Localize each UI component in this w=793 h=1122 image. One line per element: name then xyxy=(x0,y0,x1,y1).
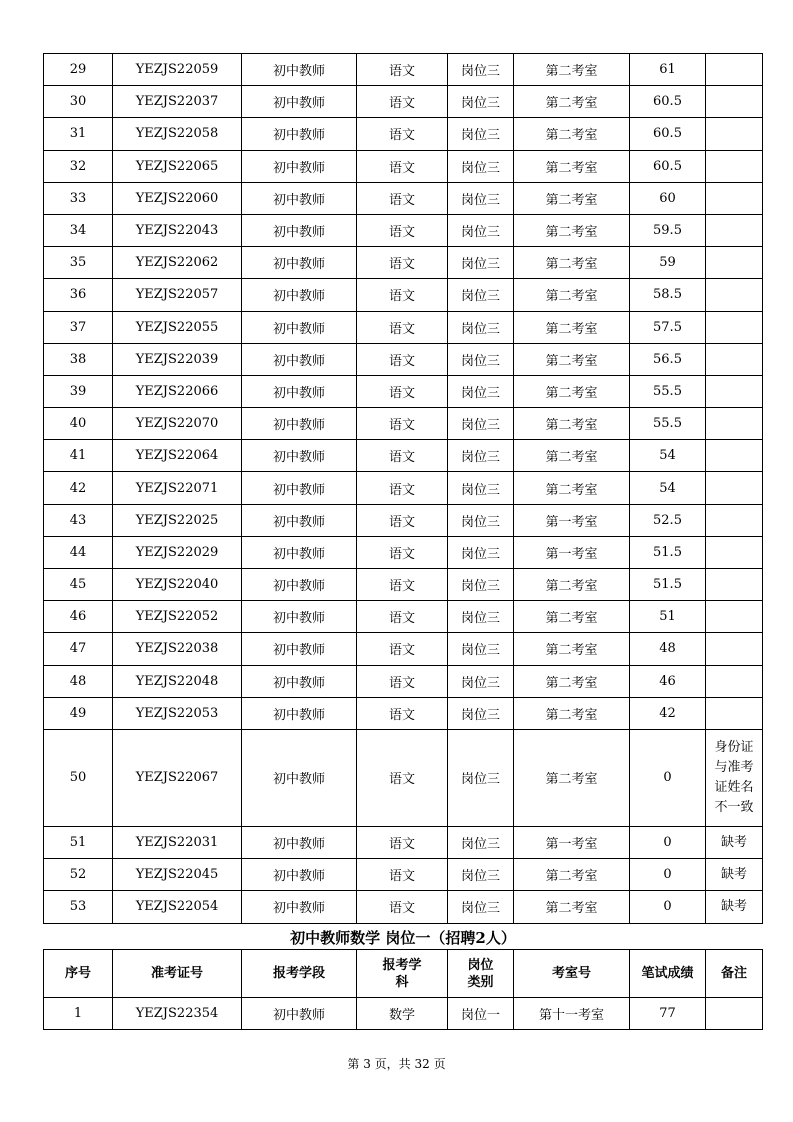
cell-subject: 语文 xyxy=(357,826,448,858)
header-post-label: 岗位类别 xyxy=(467,957,494,990)
cell-exam-id: YEZJS22066 xyxy=(113,375,242,407)
cell-exam-id: YEZJS22058 xyxy=(113,118,242,150)
cell-subject: 语文 xyxy=(357,472,448,504)
cell-exam-id: YEZJS22057 xyxy=(113,279,242,311)
cell-stage: 初中教师 xyxy=(242,86,357,118)
cell-stage: 初中教师 xyxy=(242,891,357,923)
cell-score: 0 xyxy=(630,859,706,891)
cell-post: 岗位三 xyxy=(448,440,514,472)
cell-exam-id: YEZJS22354 xyxy=(113,998,242,1030)
table-row xyxy=(44,601,763,633)
cell-subject: 语文 xyxy=(357,311,448,343)
cell-post: 岗位三 xyxy=(448,826,514,858)
cell-subject: 语文 xyxy=(357,859,448,891)
cell-score: 61 xyxy=(630,54,706,86)
cell-exam-id: YEZJS22062 xyxy=(113,247,242,279)
cell-score: 0 xyxy=(630,891,706,923)
page-footer: 第 3 页，共 32 页 xyxy=(347,1057,446,1071)
header-subject xyxy=(357,950,448,998)
cell-room: 第二考室 xyxy=(514,182,630,214)
cell-post: 岗位三 xyxy=(448,182,514,214)
cell-no: 1 xyxy=(44,998,113,1030)
cell-post: 岗位三 xyxy=(448,214,514,246)
cell-score: 51 xyxy=(630,601,706,633)
cell-room: 第二考室 xyxy=(514,86,630,118)
cell-post: 岗位三 xyxy=(448,633,514,665)
cell-subject: 语文 xyxy=(357,343,448,375)
cell-no: 36 xyxy=(44,279,113,311)
cell-room: 第二考室 xyxy=(514,633,630,665)
table-row xyxy=(44,504,763,536)
cell-post: 岗位三 xyxy=(448,891,514,923)
cell-stage: 初中教师 xyxy=(242,375,357,407)
cell-no: 52 xyxy=(44,859,113,891)
cell-no: 31 xyxy=(44,118,113,150)
cell-remark: 缺考 xyxy=(706,891,763,923)
cell-room: 第二考室 xyxy=(514,472,630,504)
cell-exam-id: YEZJS22029 xyxy=(113,536,242,568)
math-score-table xyxy=(43,949,763,1030)
cell-exam-id: YEZJS22071 xyxy=(113,472,242,504)
cell-post: 岗位三 xyxy=(448,279,514,311)
cell-stage: 初中教师 xyxy=(242,601,357,633)
table-header-row xyxy=(44,950,763,998)
cell-score: 54 xyxy=(630,440,706,472)
cell-score: 48 xyxy=(630,633,706,665)
cell-no: 38 xyxy=(44,343,113,375)
cell-no: 42 xyxy=(44,472,113,504)
cell-no: 34 xyxy=(44,214,113,246)
cell-exam-id: YEZJS22070 xyxy=(113,408,242,440)
section-title: 初中教师数学 岗位一（招聘2人） xyxy=(290,929,516,947)
cell-post: 岗位三 xyxy=(448,343,514,375)
cell-no: 50 xyxy=(44,729,113,826)
cell-room: 第二考室 xyxy=(514,247,630,279)
cell-post: 岗位三 xyxy=(448,729,514,826)
cell-room: 第二考室 xyxy=(514,601,630,633)
cell-no: 40 xyxy=(44,408,113,440)
cell-no: 51 xyxy=(44,826,113,858)
cell-score: 55.5 xyxy=(630,375,706,407)
cell-remark xyxy=(706,311,763,343)
cell-room: 第二考室 xyxy=(514,150,630,182)
table-row xyxy=(44,150,763,182)
cell-score: 60.5 xyxy=(630,86,706,118)
cell-no: 33 xyxy=(44,182,113,214)
cell-room: 第一考室 xyxy=(514,536,630,568)
cell-no: 53 xyxy=(44,891,113,923)
cell-exam-id: YEZJS22067 xyxy=(113,729,242,826)
cell-subject: 语文 xyxy=(357,214,448,246)
cell-score: 52.5 xyxy=(630,504,706,536)
cell-stage: 初中教师 xyxy=(242,118,357,150)
cell-score: 58.5 xyxy=(630,279,706,311)
header-no: 序号 xyxy=(44,950,113,998)
cell-no: 29 xyxy=(44,54,113,86)
cell-room: 第二考室 xyxy=(514,311,630,343)
cell-stage: 初中教师 xyxy=(242,633,357,665)
cell-exam-id: YEZJS22038 xyxy=(113,633,242,665)
cell-remark xyxy=(706,440,763,472)
cell-remark xyxy=(706,601,763,633)
cell-stage: 初中教师 xyxy=(242,150,357,182)
cell-room: 第二考室 xyxy=(514,665,630,697)
cell-subject: 语文 xyxy=(357,633,448,665)
header-room: 考室号 xyxy=(514,950,630,998)
cell-no: 30 xyxy=(44,86,113,118)
cell-score: 0 xyxy=(630,826,706,858)
cell-remark xyxy=(706,536,763,568)
cell-exam-id: YEZJS22055 xyxy=(113,311,242,343)
cell-score: 59.5 xyxy=(630,214,706,246)
cell-exam-id: YEZJS22037 xyxy=(113,86,242,118)
cell-room: 第二考室 xyxy=(514,375,630,407)
header-post xyxy=(448,950,514,998)
cell-remark xyxy=(706,633,763,665)
cell-room: 第二考室 xyxy=(514,697,630,729)
table-row xyxy=(44,859,763,891)
cell-subject: 语文 xyxy=(357,569,448,601)
cell-post: 岗位三 xyxy=(448,375,514,407)
cell-remark xyxy=(706,472,763,504)
cell-score: 51.5 xyxy=(630,536,706,568)
cell-room: 第一考室 xyxy=(514,504,630,536)
cell-post: 岗位三 xyxy=(448,118,514,150)
cell-remark: 身份证与准考证姓名不一致 xyxy=(706,729,763,826)
cell-exam-id: YEZJS22045 xyxy=(113,859,242,891)
cell-subject: 语文 xyxy=(357,86,448,118)
cell-no: 35 xyxy=(44,247,113,279)
cell-post: 岗位三 xyxy=(448,408,514,440)
cell-subject: 语文 xyxy=(357,536,448,568)
cell-score: 60 xyxy=(630,182,706,214)
cell-stage: 初中教师 xyxy=(242,279,357,311)
cell-stage: 初中教师 xyxy=(242,729,357,826)
cell-remark xyxy=(706,118,763,150)
cell-exam-id: YEZJS22043 xyxy=(113,214,242,246)
cell-post: 岗位一 xyxy=(448,998,514,1030)
cell-room: 第二考室 xyxy=(514,729,630,826)
cell-subject: 语文 xyxy=(357,665,448,697)
cell-remark xyxy=(706,569,763,601)
table-row xyxy=(44,633,763,665)
cell-score: 46 xyxy=(630,665,706,697)
table-row xyxy=(44,998,763,1030)
cell-no: 45 xyxy=(44,569,113,601)
table-row xyxy=(44,536,763,568)
table-row xyxy=(44,569,763,601)
cell-stage: 初中教师 xyxy=(242,408,357,440)
cell-exam-id: YEZJS22060 xyxy=(113,182,242,214)
cell-exam-id: YEZJS22064 xyxy=(113,440,242,472)
cell-exam-id: YEZJS22025 xyxy=(113,504,242,536)
cell-post: 岗位三 xyxy=(448,504,514,536)
table-row xyxy=(44,54,763,86)
cell-stage: 初中教师 xyxy=(242,665,357,697)
cell-subject: 语文 xyxy=(357,504,448,536)
cell-no: 32 xyxy=(44,150,113,182)
cell-post: 岗位三 xyxy=(448,859,514,891)
cell-exam-id: YEZJS22052 xyxy=(113,601,242,633)
cell-subject: 数学 xyxy=(357,998,448,1030)
cell-stage: 初中教师 xyxy=(242,504,357,536)
cell-no: 41 xyxy=(44,440,113,472)
cell-score: 51.5 xyxy=(630,569,706,601)
cell-room: 第二考室 xyxy=(514,118,630,150)
cell-stage: 初中教师 xyxy=(242,697,357,729)
table-row xyxy=(44,697,763,729)
cell-score: 0 xyxy=(630,729,706,826)
cell-subject: 语文 xyxy=(357,440,448,472)
cell-remark xyxy=(706,697,763,729)
cell-remark xyxy=(706,86,763,118)
cell-post: 岗位三 xyxy=(448,247,514,279)
cell-stage: 初中教师 xyxy=(242,826,357,858)
cell-room: 第二考室 xyxy=(514,214,630,246)
cell-post: 岗位三 xyxy=(448,665,514,697)
table-row xyxy=(44,891,763,923)
cell-exam-id: YEZJS22048 xyxy=(113,665,242,697)
cell-remark xyxy=(706,375,763,407)
cell-score: 77 xyxy=(630,998,706,1030)
cell-stage: 初中教师 xyxy=(242,247,357,279)
cell-subject: 语文 xyxy=(357,697,448,729)
cell-exam-id: YEZJS22059 xyxy=(113,54,242,86)
cell-exam-id: YEZJS22065 xyxy=(113,150,242,182)
cell-remark xyxy=(706,54,763,86)
table-row xyxy=(44,247,763,279)
cell-post: 岗位三 xyxy=(448,601,514,633)
cell-stage: 初中教师 xyxy=(242,859,357,891)
cell-score: 56.5 xyxy=(630,343,706,375)
header-score-label: 笔试成绩 xyxy=(641,966,694,981)
cell-subject: 语文 xyxy=(357,891,448,923)
table-row xyxy=(44,440,763,472)
cell-score: 60.5 xyxy=(630,150,706,182)
table-row xyxy=(44,182,763,214)
cell-room: 第二考室 xyxy=(514,343,630,375)
cell-score: 59 xyxy=(630,247,706,279)
cell-exam-id: YEZJS22039 xyxy=(113,343,242,375)
cell-room: 第二考室 xyxy=(514,408,630,440)
cell-room: 第十一考室 xyxy=(514,998,630,1030)
cell-post: 岗位三 xyxy=(448,150,514,182)
cell-room: 第二考室 xyxy=(514,569,630,601)
table-row xyxy=(44,279,763,311)
cell-stage: 初中教师 xyxy=(242,440,357,472)
cell-post: 岗位三 xyxy=(448,697,514,729)
cell-stage: 初中教师 xyxy=(242,54,357,86)
cell-stage: 初中教师 xyxy=(242,182,357,214)
cell-remark xyxy=(706,214,763,246)
cell-no: 48 xyxy=(44,665,113,697)
cell-stage: 初中教师 xyxy=(242,569,357,601)
cell-no: 44 xyxy=(44,536,113,568)
table-row xyxy=(44,665,763,697)
cell-remark xyxy=(706,247,763,279)
cell-stage: 初中教师 xyxy=(242,343,357,375)
cell-subject: 语文 xyxy=(357,729,448,826)
cell-no: 46 xyxy=(44,601,113,633)
header-subject-label: 报考学科 xyxy=(382,957,422,990)
cell-post: 岗位三 xyxy=(448,311,514,343)
cell-subject: 语文 xyxy=(357,247,448,279)
cell-stage: 初中教师 xyxy=(242,214,357,246)
cell-exam-id: YEZJS22053 xyxy=(113,697,242,729)
cell-remark xyxy=(706,665,763,697)
cell-room: 第二考室 xyxy=(514,440,630,472)
cell-score: 57.5 xyxy=(630,311,706,343)
score-table-body xyxy=(44,54,763,924)
cell-subject: 语文 xyxy=(357,601,448,633)
cell-remark xyxy=(706,408,763,440)
cell-remark: 缺考 xyxy=(706,859,763,891)
cell-subject: 语文 xyxy=(357,375,448,407)
cell-score: 54 xyxy=(630,472,706,504)
cell-exam-id: YEZJS22054 xyxy=(113,891,242,923)
table-row xyxy=(44,311,763,343)
score-table xyxy=(43,53,763,924)
table-row xyxy=(44,729,763,826)
cell-remark xyxy=(706,343,763,375)
header-remark: 备注 xyxy=(706,950,763,998)
cell-remark xyxy=(706,150,763,182)
cell-remark: 缺考 xyxy=(706,826,763,858)
cell-remark xyxy=(706,182,763,214)
cell-post: 岗位三 xyxy=(448,86,514,118)
cell-subject: 语文 xyxy=(357,150,448,182)
table-row xyxy=(44,118,763,150)
cell-post: 岗位三 xyxy=(448,472,514,504)
cell-subject: 语文 xyxy=(357,182,448,214)
cell-exam-id: YEZJS22040 xyxy=(113,569,242,601)
cell-post: 岗位三 xyxy=(448,536,514,568)
cell-remark xyxy=(706,998,763,1030)
table-row xyxy=(44,826,763,858)
cell-remark xyxy=(706,279,763,311)
cell-stage: 初中教师 xyxy=(242,998,357,1030)
cell-stage: 初中教师 xyxy=(242,311,357,343)
table-row xyxy=(44,214,763,246)
cell-subject: 语文 xyxy=(357,279,448,311)
cell-room: 第二考室 xyxy=(514,54,630,86)
table-row xyxy=(44,343,763,375)
table-row xyxy=(44,375,763,407)
cell-no: 43 xyxy=(44,504,113,536)
cell-subject: 语文 xyxy=(357,118,448,150)
cell-subject: 语文 xyxy=(357,54,448,86)
header-stage: 报考学段 xyxy=(242,950,357,998)
cell-score: 42 xyxy=(630,697,706,729)
cell-room: 第二考室 xyxy=(514,279,630,311)
cell-room: 第一考室 xyxy=(514,826,630,858)
cell-post: 岗位三 xyxy=(448,569,514,601)
cell-no: 49 xyxy=(44,697,113,729)
table-row xyxy=(44,472,763,504)
table-row xyxy=(44,408,763,440)
cell-score: 60.5 xyxy=(630,118,706,150)
cell-no: 37 xyxy=(44,311,113,343)
cell-subject: 语文 xyxy=(357,408,448,440)
header-score xyxy=(630,950,706,998)
cell-stage: 初中教师 xyxy=(242,472,357,504)
cell-exam-id: YEZJS22031 xyxy=(113,826,242,858)
cell-room: 第二考室 xyxy=(514,891,630,923)
table-row xyxy=(44,86,763,118)
cell-remark xyxy=(706,504,763,536)
cell-stage: 初中教师 xyxy=(242,536,357,568)
cell-no: 39 xyxy=(44,375,113,407)
cell-score: 55.5 xyxy=(630,408,706,440)
header-exam-id: 准考证号 xyxy=(113,950,242,998)
cell-no: 47 xyxy=(44,633,113,665)
cell-post: 岗位三 xyxy=(448,54,514,86)
cell-room: 第二考室 xyxy=(514,859,630,891)
